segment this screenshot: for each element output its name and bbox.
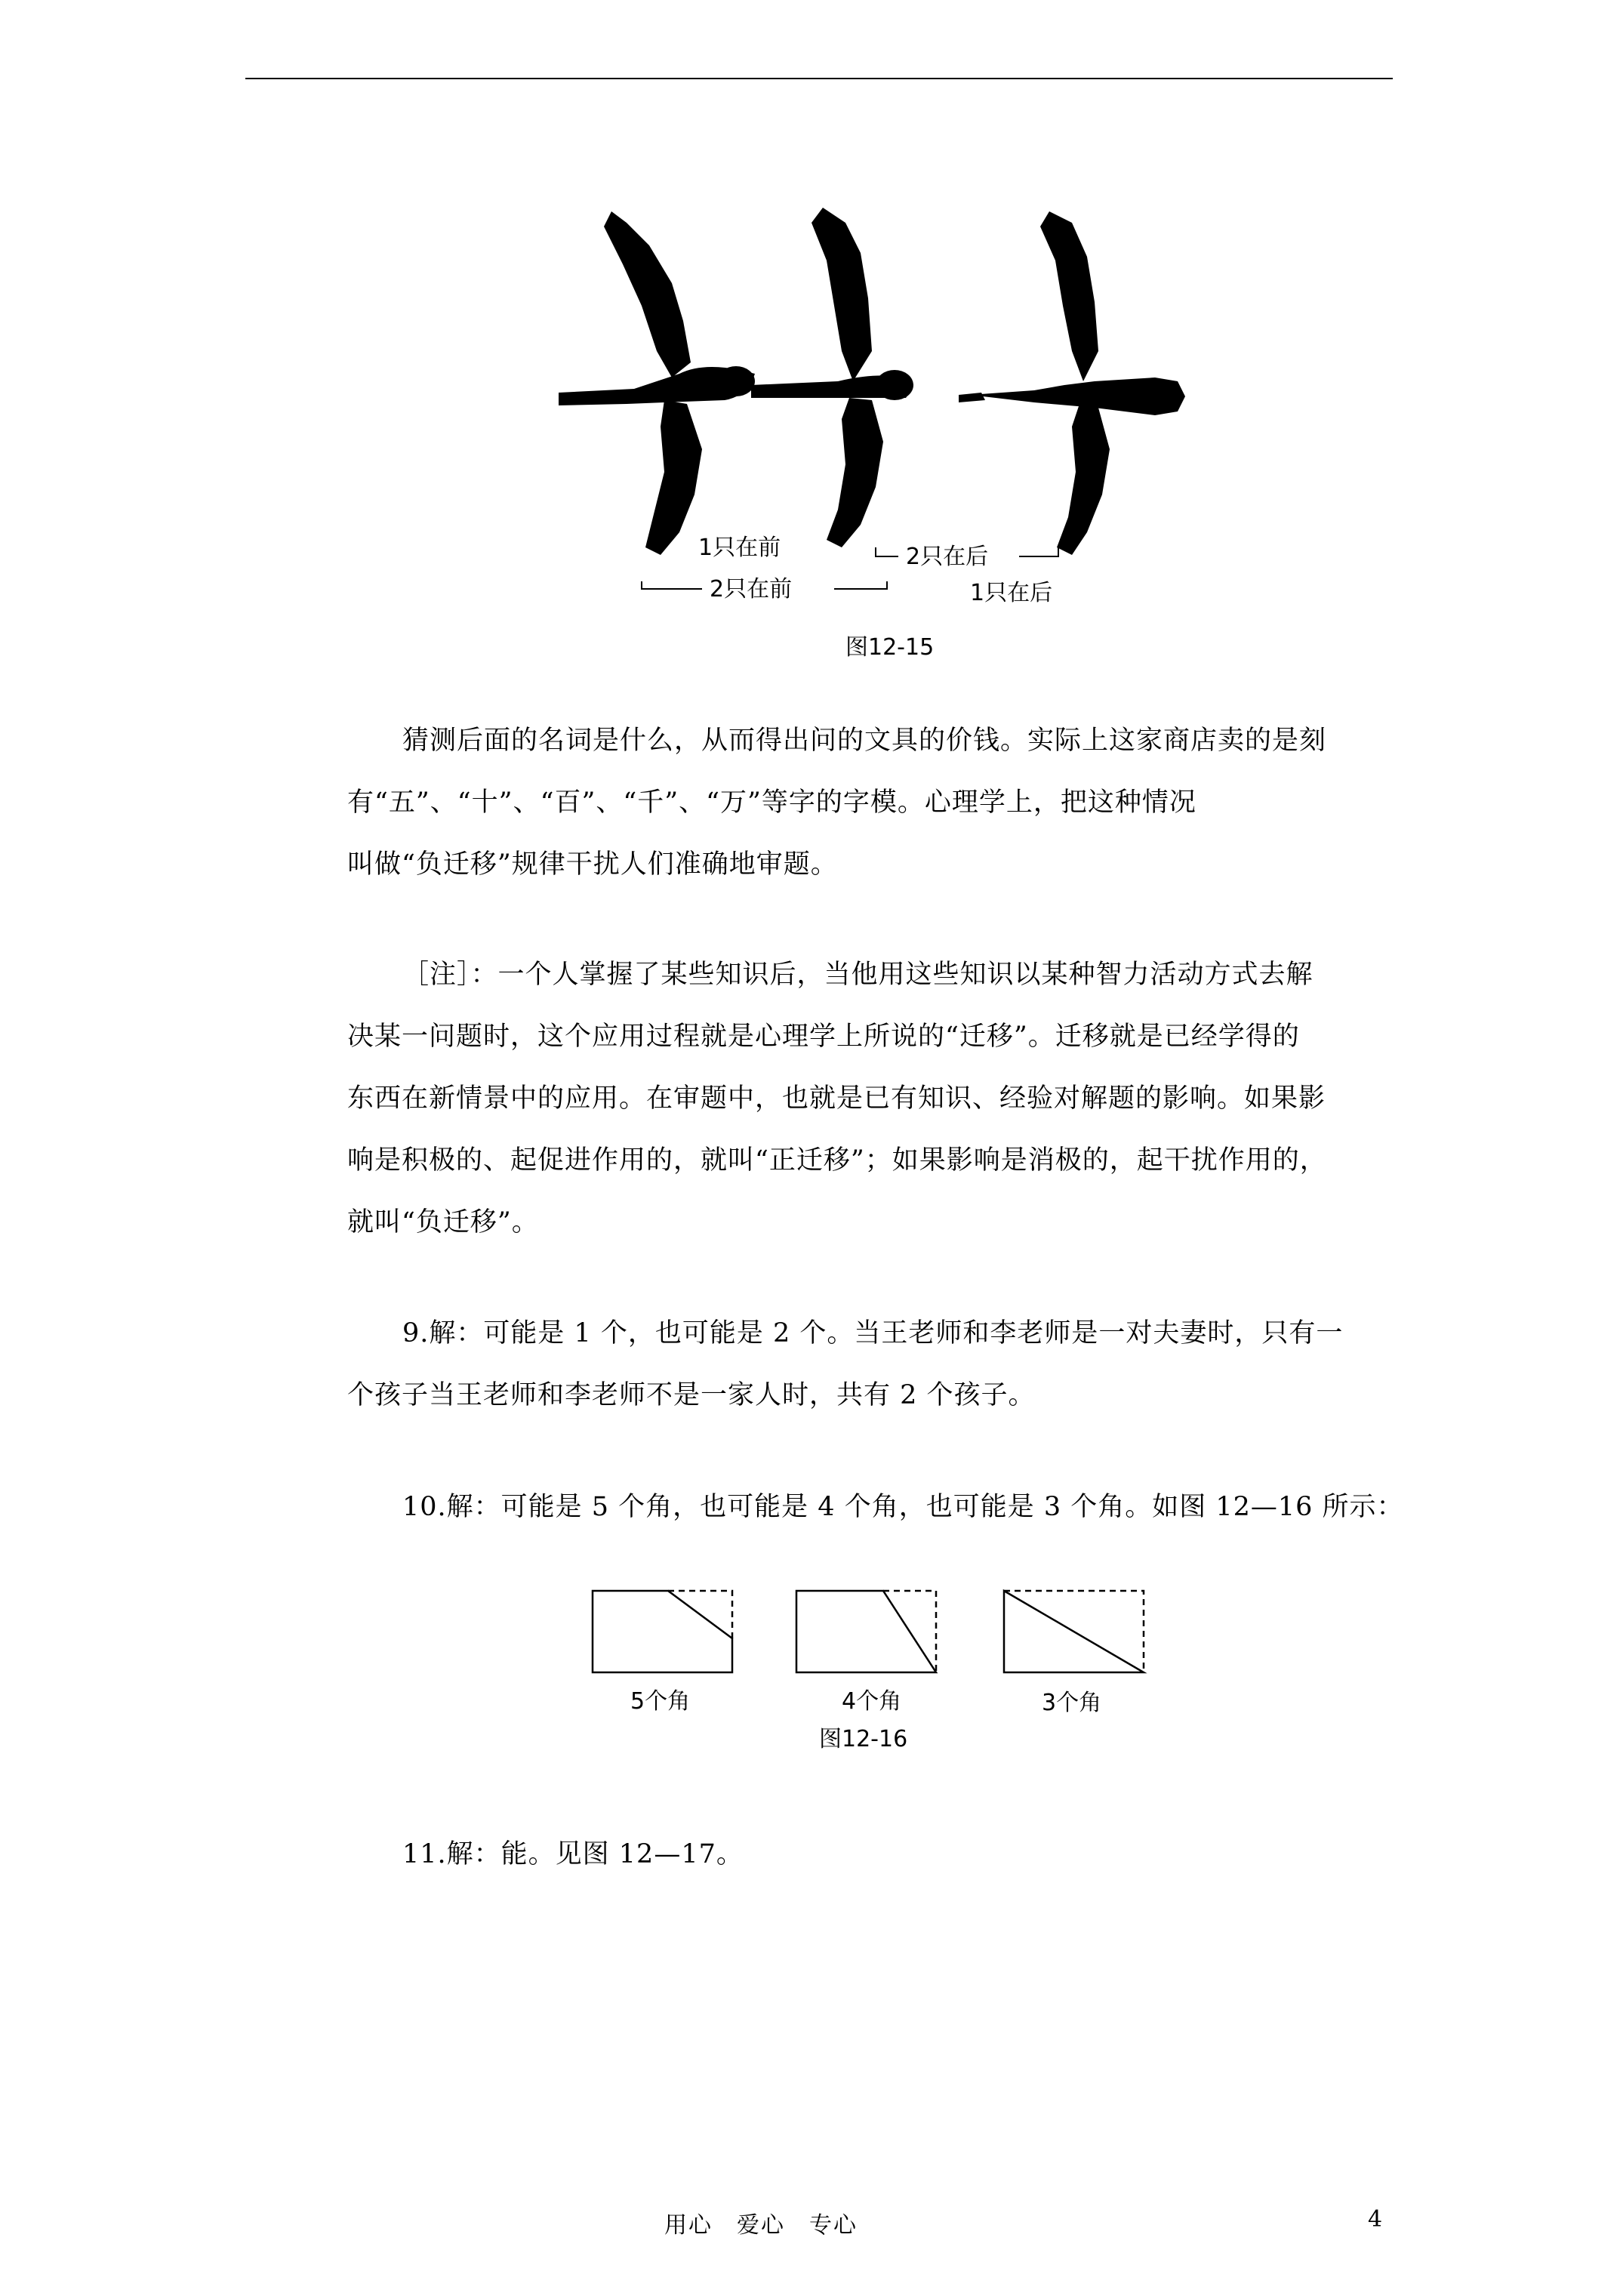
label-four-corners: 4个角 xyxy=(842,1688,902,1715)
header-rule xyxy=(245,78,1393,79)
paragraph-note xyxy=(347,944,1397,1253)
text-line: 有“五”、“十”、“百”、“千”、“万”等字的字模。心理学上，把这种情况 xyxy=(347,787,1196,818)
page-footer xyxy=(0,2206,1623,2244)
text-line: 10.解：可能是 5 个角，也可能是 4 个角，也可能是 3 个角。如图 12—16 所示： xyxy=(402,1492,1404,1522)
answer-11 xyxy=(347,1823,1397,1885)
text-line: 就叫“负迁移”。 xyxy=(347,1207,539,1237)
rect-five-corners xyxy=(593,1591,732,1672)
text-line: 叫做“负迁移”规律干扰人们准确地审题。 xyxy=(347,849,838,880)
label-1-front: 1只在前 xyxy=(698,535,781,561)
text-line: ［注］：一个人掌握了某些知识后，当他用这些知识以某种智力活动方式去解 xyxy=(402,960,1313,990)
figure-caption: 图12-16 xyxy=(819,1726,908,1752)
answer-9 xyxy=(347,1302,1397,1426)
bird-2 xyxy=(751,208,913,547)
bird-3 xyxy=(959,211,1185,555)
rectangles-illustration xyxy=(581,1582,1155,1767)
birds-illustration xyxy=(551,200,1193,664)
text-line: 11.解：能。见图 12—17。 xyxy=(402,1839,744,1869)
text-line: 响是积极的、起促进作用的，就叫“正迁移”；如果影响是消极的，起干扰作用的， xyxy=(347,1145,1327,1176)
rect-three-corners xyxy=(1004,1591,1144,1672)
text-line: 决某一问题时，这个应用过程就是心理学上所说的“迁移”。迁移就是已经学得的 xyxy=(347,1022,1300,1052)
figure-birds xyxy=(551,200,1193,664)
text-line: 9.解：可能是 1 个，也可能是 2 个。当王老师和李老师是一对夫妻时，只有一 xyxy=(402,1318,1344,1348)
label-three-corners: 3个角 xyxy=(1042,1690,1102,1716)
footer-motto: 用心 爱心 专心 xyxy=(664,2212,858,2239)
rect-four-corners xyxy=(796,1591,936,1672)
figure-caption: 图12-15 xyxy=(845,634,935,661)
page-number: 4 xyxy=(1368,2206,1383,2233)
label-five-corners: 5个角 xyxy=(630,1688,691,1715)
text-line: 东西在新情景中的应用。在审题中，也就是已有知识、经验对解题的影响。如果影 xyxy=(347,1083,1326,1114)
answer-10 xyxy=(347,1476,1404,1538)
bird-1 xyxy=(559,211,755,555)
paragraph-negative-transfer xyxy=(347,710,1397,895)
label-2-front: 2只在前 xyxy=(710,576,793,603)
text-line: 个孩子当王老师和李老师不是一家人时，共有 2 个孩子。 xyxy=(347,1380,1036,1410)
text-line: 猜测后面的名词是什么，从而得出问的文具的价钱。实际上这家商店卖的是刻 xyxy=(402,726,1327,756)
label-2-back: 2只在后 xyxy=(906,544,989,570)
label-1-back: 1只在后 xyxy=(970,580,1053,606)
figure-rectangles xyxy=(581,1582,1155,1767)
